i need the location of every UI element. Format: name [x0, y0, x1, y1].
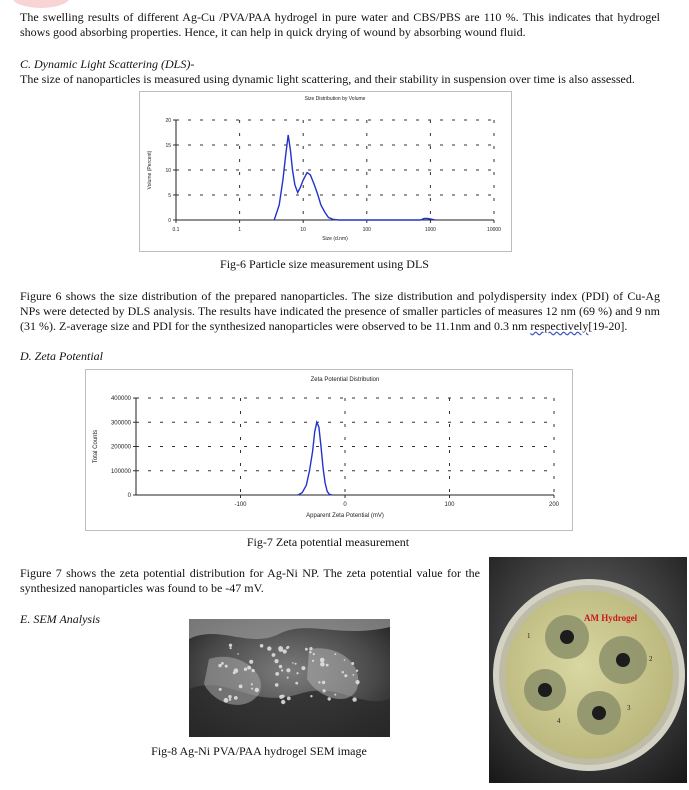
sem-particle [279, 665, 282, 668]
sem-particle [272, 653, 276, 657]
sem-particle [274, 659, 278, 663]
x-tick-label: -100 [234, 502, 247, 508]
sem-particle [279, 695, 283, 699]
well-label-2: 2 [649, 655, 653, 663]
y-tick-label: 200000 [110, 444, 131, 451]
sem-particle [260, 644, 264, 648]
sem-particle [309, 647, 312, 650]
sem-particle [313, 653, 315, 655]
sem-particle [351, 662, 354, 665]
x-tick-label: 0.1 [172, 227, 180, 233]
sem-particle [224, 698, 229, 703]
sem-micrograph [189, 619, 390, 737]
sem-particle [312, 660, 314, 662]
y-tick-label: 300000 [110, 420, 131, 427]
section-c-heading: C. Dynamic Light Scattering (DLS)- [20, 57, 195, 71]
sem-particle [221, 662, 224, 665]
sem-particle [247, 666, 251, 670]
sem-image [189, 619, 390, 737]
zeta-chart-box [85, 369, 573, 531]
sem-particle [278, 646, 283, 651]
x-axis-label: Size (d.nm) [322, 236, 348, 242]
dls-chart [140, 92, 511, 251]
sem-particle [352, 697, 356, 701]
sem-particle [357, 683, 359, 685]
y-tick-label: 0 [168, 218, 171, 224]
sem-particle [320, 658, 325, 663]
sem-particle [323, 689, 326, 692]
sem-particle [356, 670, 358, 672]
sem-particle [334, 694, 336, 696]
x-tick-label: 0 [343, 502, 347, 508]
petri-dish [489, 557, 687, 783]
section-e-heading: E. SEM Analysis [20, 612, 101, 626]
y-axis-label: Total Counts [93, 429, 99, 464]
sem-particle [218, 664, 221, 667]
sem-particle [229, 698, 231, 700]
x-tick-label: 10000 [487, 227, 501, 233]
x-tick-label: 100 [444, 502, 455, 508]
section-c-text: The size of nanoparticles is measured using dynamic light scattering, and their stability in suspension over time is also assessed. [20, 72, 635, 86]
fig7-caption: Fig-7 Zeta potential measurement [246, 535, 410, 549]
sem-particle [342, 671, 344, 673]
sem-particle [230, 647, 232, 649]
intro-paragraph: The swelling results of different Ag-Cu /PVA/PAA hydrogel in pure water and CBS/PBS are 110 %. This indicates that hydrogel shows good absorbing properties. Hence, it can help in quick drying of wound by absorbing wound fluid. [20, 10, 660, 39]
sem-particle [251, 683, 253, 685]
pink-decoration [12, 0, 70, 8]
well-label-4: 4 [557, 717, 561, 725]
sem-particle [255, 688, 259, 692]
fig6-paragraph-text: Figure 6 shows the size distribution of the prepared nanoparticles. The size distribution and polydispersity index (PDI) of Cu-Ag NPs were detected by DLS analysis. The results have indicated the presence of smaller particles of measures 12 nm (69 %) and 9 nm (31 %). Z-average size and PDI for the synthesized nanoparticles were observed to be 11.1nm and 0.3 nm [20, 289, 660, 333]
petri-label: AM Hydrogel [584, 613, 638, 623]
sem-particle [252, 669, 255, 672]
sem-particle [229, 644, 232, 647]
sem-particle [283, 649, 287, 653]
sem-particle [281, 700, 285, 704]
sem-particle [344, 674, 347, 677]
dls-chart-box [139, 91, 512, 252]
x-tick-label: 1 [238, 227, 241, 233]
sem-particle [301, 666, 305, 670]
x-tick-label: 1000 [424, 227, 436, 233]
sem-particle [344, 659, 346, 661]
sem-particle [309, 651, 311, 653]
y-tick-label: 10 [165, 168, 171, 174]
chart-title: Size Distribution by Volume [304, 96, 366, 102]
sem-particle [295, 682, 298, 685]
y-tick-label: 15 [165, 143, 171, 149]
x-tick-label: 100 [362, 227, 371, 233]
y-tick-label: 20 [165, 118, 171, 124]
series-line [298, 422, 333, 495]
sem-particle [225, 665, 228, 668]
sem-particle [234, 696, 238, 700]
x-tick-label: 200 [548, 502, 560, 508]
sem-particle [219, 688, 222, 691]
sem-particle [244, 668, 247, 671]
sem-particle [233, 671, 236, 674]
sem-particle [326, 664, 329, 667]
sem-particle [287, 697, 291, 701]
y-tick-label: 400000 [110, 396, 131, 402]
sem-particle [334, 653, 336, 655]
fig6-caption: Fig-6 Particle size measurement using DLS [220, 257, 429, 271]
sem-particle [295, 663, 297, 665]
sem-particle [320, 662, 325, 667]
fig6-paragraph-tail: [19-20]. [588, 319, 628, 333]
sem-particle [228, 695, 231, 698]
well-label-3: 3 [627, 704, 631, 712]
sem-particle [286, 646, 289, 649]
y-tick-label: 5 [168, 193, 171, 199]
misspelled-word: respectively [530, 319, 589, 333]
zeta-chart [86, 370, 572, 530]
sem-particle [322, 681, 325, 684]
sem-particle [286, 668, 290, 672]
fig8-caption: Fig-8 Ag-Ni PVA/PAA hydrogel SEM image [151, 744, 367, 758]
sem-particle [275, 683, 279, 687]
fig6-paragraph [20, 289, 660, 334]
fig7-paragraph: Figure 7 shows the zeta potential distribution for Ag-Ni NP. The zeta potential value for the synthesized nanoparticles was found to be -47 mV. [20, 566, 480, 595]
sem-particle [281, 669, 283, 671]
y-axis-label: Volume (Percent) [147, 150, 153, 190]
y-tick-label: 100000 [110, 468, 131, 475]
sem-particle [251, 688, 253, 690]
well-label-1: 1 [527, 632, 531, 640]
sem-particle [328, 697, 331, 700]
sem-particle [267, 646, 271, 650]
sem-particle [249, 660, 253, 664]
sem-particle [237, 653, 239, 655]
sem-particle [296, 672, 298, 674]
section-d-heading: D. Zeta Potential [20, 349, 103, 363]
sem-particle [318, 681, 320, 683]
series-line [274, 135, 435, 220]
y-tick-label: 0 [127, 493, 131, 499]
sem-particle [310, 695, 312, 697]
sem-particle [352, 674, 354, 676]
sem-particle [239, 685, 243, 689]
petri-dish-photo [489, 557, 687, 783]
x-tick-label: 10 [300, 227, 306, 233]
chart-title: Zeta Potential Distribution [310, 377, 380, 383]
sem-particle [292, 662, 294, 664]
x-axis-label: Apparent Zeta Potential (mV) [306, 513, 384, 519]
sem-particle [305, 648, 308, 651]
sem-particle [275, 672, 279, 676]
sem-particle [287, 677, 289, 679]
